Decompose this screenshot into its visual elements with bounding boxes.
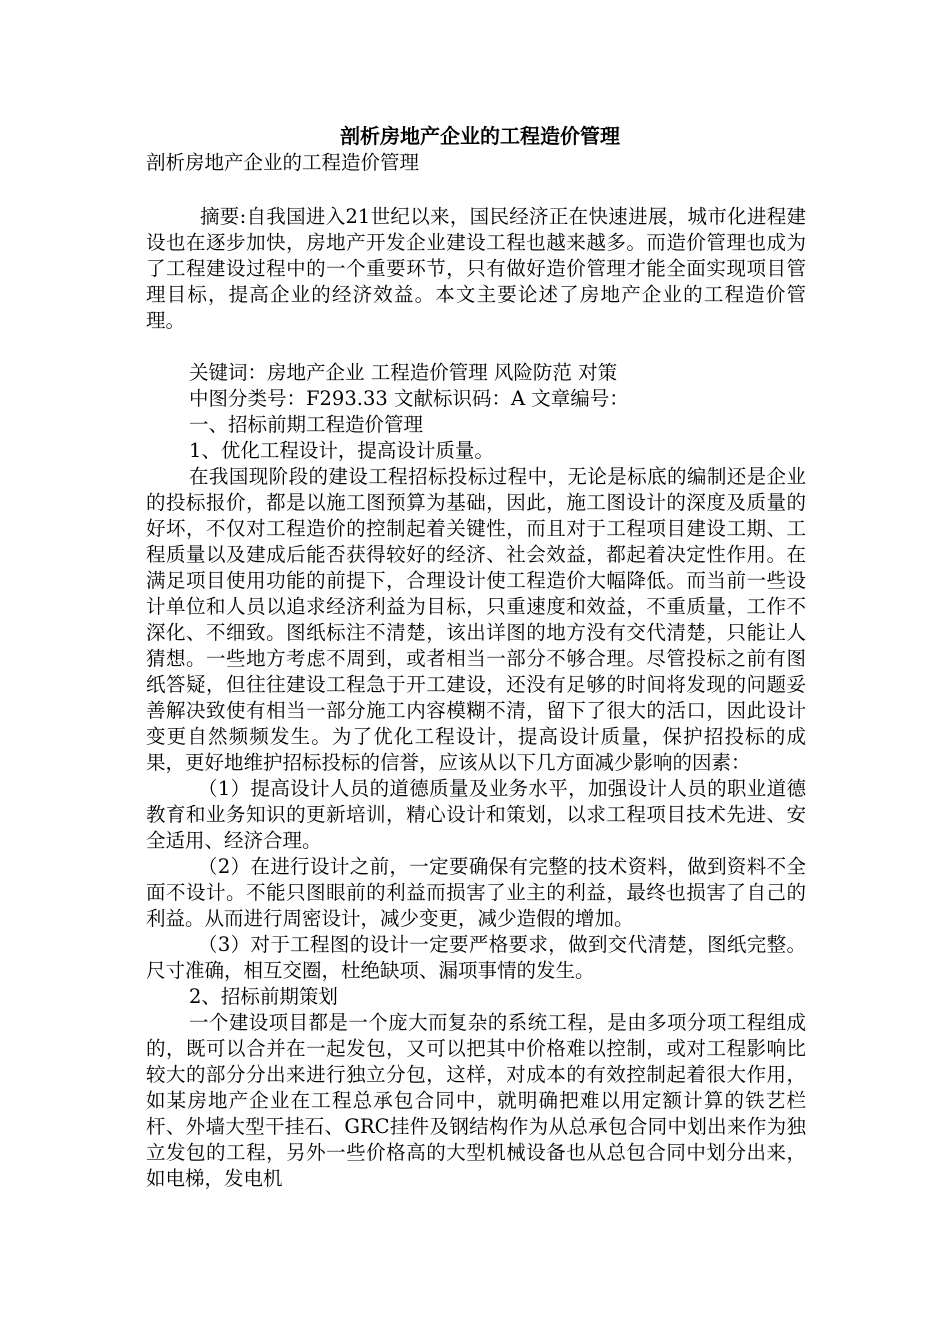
abstract-paragraph: 摘要:自我国进入21世纪以来，国民经济正在快速进展，城市化进程建设也在逐步加快，房地产开发企业建设工程也越来越多。而造价管理也成为了工程建设过程中的一个重要环节，只有做好造价管理才能全面实现项目管理目标，提高企业的经济效益。本文主要论述了房地产企业的工程造价管理。 <box>146 205 806 332</box>
classification-line: 中图分类号：F293.33 文献标识码：A 文章编号： <box>189 387 629 410</box>
document-page <box>146 122 806 1192</box>
keywords-line: 关键词：房地产企业 工程造价管理 风险防范 对策 <box>189 361 618 384</box>
subsection-heading-1: 1、优化工程设计，提高设计质量。 <box>189 439 494 462</box>
body-paragraph-1: 在我国现阶段的建设工程招标投标过程中，无论是标底的编制还是企业的投标报价，都是以施工图预算为基础，因此，施工图设计的深度及质量的好坏，不仅对工程造价的控制起着关键性，而且对于工程项目建设工期、工程质量以及建成后能否获得较好的经济、社会效益，都起着决定性作用。在满足项目使用功能的前提下，合理设计使工程造价大幅降低。而当前一些设计单位和人员以追求经济利益为目标，只重速度和效益，不重质量，工作不深化、不细致。图纸标注不清楚，该出详图的地方没有交代清楚，只能让人猜想。一些地方考虑不周到，或者相当一部分不够合理。尽管投标之前有图纸答疑，但往往建设工程急于开工建设，还没有足够的时间将发现的问题妥善解决致使有相当一部分施工内容模糊不清，留下了很大的活口，因此设计变更自然频频发生。为了优化工程设计，提高设计质量，保护招投标的成果，更好地维护招标投标的信誉，应该从以下几方面减少影响的因素： <box>146 465 806 774</box>
document-subtitle: 剖析房地产企业的工程造价管理 <box>146 151 420 174</box>
body-paragraph-2: 一个建设项目都是一个庞大而复杂的系统工程，是由多项分项工程组成的，既可以合并在一起发包，又可以把其中价格难以控制，或对工程影响比较大的部分分出来进行独立分包，这样，对成本的有效控制起着很大作用，如某房地产企业在工程总承包合同中，就明确把难以用定额计算的铁艺栏杆、外墙大型干挂石、GRC挂件及钢结构作为从总承包合同中划出来作为独立发包的工程，另外一些价格高的大型机械设备也从总包合同中划分出来，如电梯，发电机 <box>146 1011 806 1190</box>
list-item-2: （2）在进行设计之前，一定要确保有完整的技术资料，做到资料不全面不设计。不能只图眼前的利益而损害了业主的利益，最终也损害了自己的利益。从而进行周密设计，减少变更，减少造假的增加。 <box>146 855 806 930</box>
list-item-1: （1）提高设计人员的道德质量及业务水平，加强设计人员的职业道德教育和业务知识的更新培训，精心设计和策划，以求工程项目技术先进、安全适用、经济合理。 <box>146 777 806 852</box>
section-heading-1: 一、招标前期工程造价管理 <box>189 413 424 436</box>
document-title: 剖析房地产企业的工程造价管理 <box>340 124 620 148</box>
list-item-3: （3）对于工程图的设计一定要严格要求，做到交代清楚，图纸完整。尺寸准确，相互交圈，杜绝缺项、漏项事情的发生。 <box>146 933 806 982</box>
subsection-heading-2: 2、招标前期策划 <box>189 985 338 1008</box>
